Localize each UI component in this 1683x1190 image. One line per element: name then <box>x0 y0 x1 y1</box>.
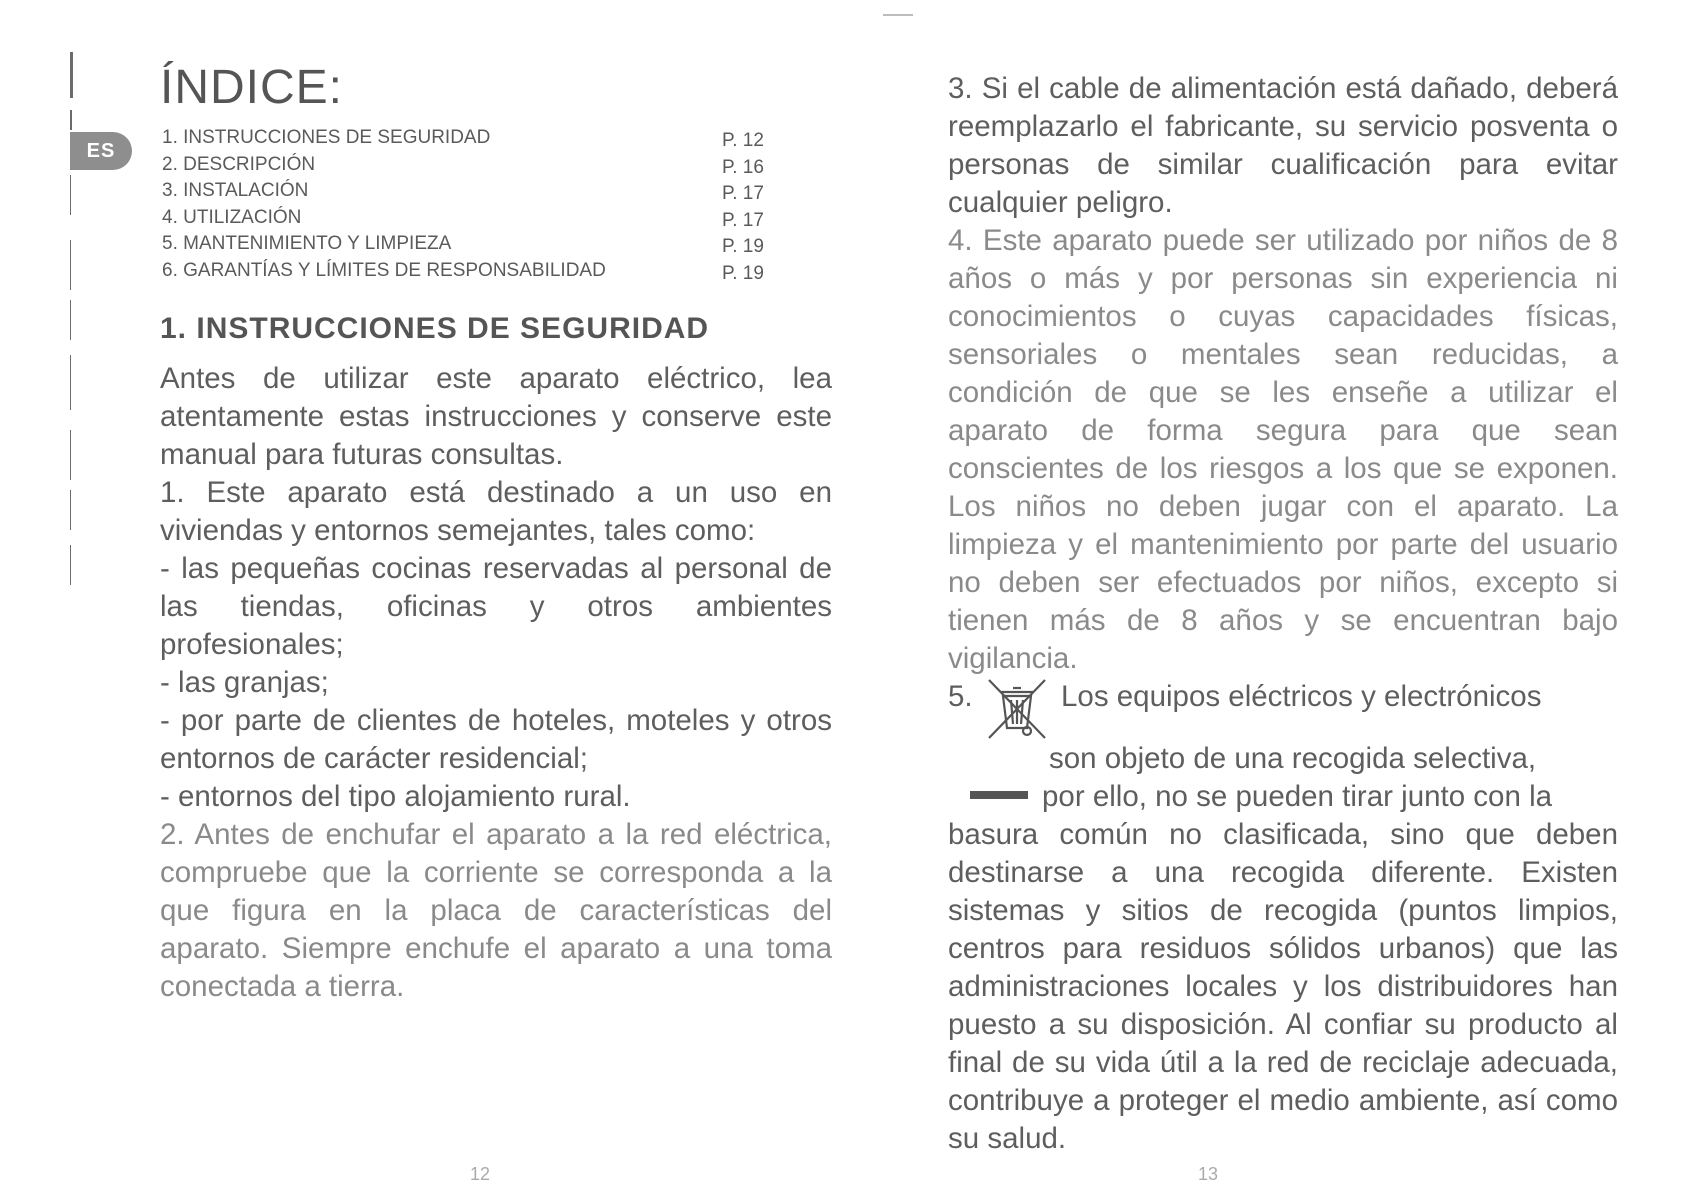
weee-line-2-row <box>948 740 1618 778</box>
left-body-text <box>160 360 832 1006</box>
section-heading: 1. INSTRUCCIONES DE SEGURIDAD <box>160 312 710 345</box>
toc-item-label: 3. INSTALACIÓN <box>162 180 309 201</box>
paragraph: 2. Antes de enchufar el aparato a la red eléctrica, compruebe que la corriente se corresponda a la que figura en la placa de características del aparato. Siempre enchufe el aparato a una toma conectada a tierra. <box>160 818 832 1003</box>
toc-item <box>162 127 782 154</box>
toc-item-page: P. 12 <box>722 130 764 151</box>
toc-item-label: 6. GARANTÍAS Y LÍMITES DE RESPONSABILIDAD <box>162 259 606 281</box>
weee-bar-icon <box>970 791 1028 799</box>
weee-notice <box>948 678 1618 740</box>
index-title: ÍNDICE: <box>160 61 344 114</box>
right-body-text <box>948 70 1618 1158</box>
paragraph: Antes de utilizar este aparato eléctrico, lea atentamente estas instrucciones y conserve este manual para futuras consultas. <box>160 362 832 471</box>
toc-item-page: P. 17 <box>722 209 764 231</box>
toc-item-label: 2. DESCRIPCIÓN <box>162 153 316 175</box>
weee-line-1: Los equipos eléctricos y electrónicos <box>1061 680 1542 713</box>
toc-item-label: 4. UTILIZACIÓN <box>162 206 302 228</box>
table-of-contents <box>162 127 782 286</box>
toc-item-page: P. 16 <box>722 156 764 178</box>
page-number: 12 <box>470 1164 491 1184</box>
toc-item <box>162 207 782 234</box>
weee-line-3: por ello, no se pueden tirar junto con la <box>1042 780 1553 813</box>
paragraph: - entornos del tipo alojamiento rural. <box>160 780 631 813</box>
page-number: 13 <box>1198 1164 1219 1184</box>
toc-item <box>162 233 782 260</box>
page-edge-mark <box>70 545 71 585</box>
toc-item <box>162 180 782 207</box>
language-tab: ES <box>70 132 132 170</box>
weee-line-2: son objeto de una recogida selectiva, <box>1049 742 1537 775</box>
page-edge-mark <box>70 355 71 410</box>
page-edge-mark <box>70 240 71 290</box>
right-page <box>842 0 1683 1190</box>
paragraph: 3. Si el cable de alimentación está dañado, deberá reemplazarlo el fabricante, su servicio posventa o personas de similar cualificación para evitar cualquier peligro. <box>948 72 1618 219</box>
toc-item-label: 5. MANTENIMIENTO Y LIMPIEZA <box>162 233 452 254</box>
paragraph: basura común no clasificada, sino que deben destinarse a una recogida diferente. Existen sistemas y sitios de recogida (puntos limpios, centros para residuos sólidos urbanos) que las administraciones locales y los distribuidores han puesto a su disposición. Al confiar su producto al final de su vida útil a la red de reciclaje adecuada, contribuye a proteger el medio ambiente, así como su salud. <box>948 818 1618 1155</box>
paragraph: 4. Este aparato puede ser utilizado por niños de 8 años o más y por personas sin experiencia ni conocimientos o cuyas capacidades físicas, sensoriales o mentales sean reducidas, a condición de que se les enseñe a utilizar el aparato de forma segura para que sean conscientes de los riesgos a los que se exponen. Los niños no deben jugar con el aparato. La limpieza y el mantenimiento por parte del usuario no deben ser efectuados por niños, excepto si tienen más de 8 años y se encuentran bajo vigilancia. <box>948 224 1618 675</box>
page-edge-mark <box>70 175 71 215</box>
page-edge-mark <box>70 110 72 130</box>
item-number: 5. <box>948 680 973 713</box>
page-edge-mark <box>70 490 71 530</box>
paragraph: - las granjas; <box>160 666 329 699</box>
paragraph: - por parte de clientes de hoteles, moteles y otros entornos de carácter residencial; <box>160 704 832 775</box>
toc-item <box>162 260 782 287</box>
paragraph: - las pequeñas cocinas reservadas al personal de las tiendas, oficinas y otros ambientes profesionales; <box>160 552 832 661</box>
page-edge-mark <box>70 300 71 340</box>
paragraph: 1. Este aparato está destinado a un uso en viviendas y entornos semejantes, tales como: <box>160 476 832 547</box>
toc-item-page: P. 19 <box>722 236 764 257</box>
toc-item-page: P. 19 <box>722 262 764 284</box>
weee-line-3-row <box>948 778 1618 816</box>
crossed-out-wheelie-bin-icon <box>981 678 1053 740</box>
toc-item-label: 1. INSTRUCCIONES DE SEGURIDAD <box>162 127 491 148</box>
toc-item-page: P. 17 <box>722 183 764 204</box>
page-edge-mark <box>70 430 71 480</box>
toc-item <box>162 154 782 181</box>
page-edge-mark <box>70 52 73 98</box>
